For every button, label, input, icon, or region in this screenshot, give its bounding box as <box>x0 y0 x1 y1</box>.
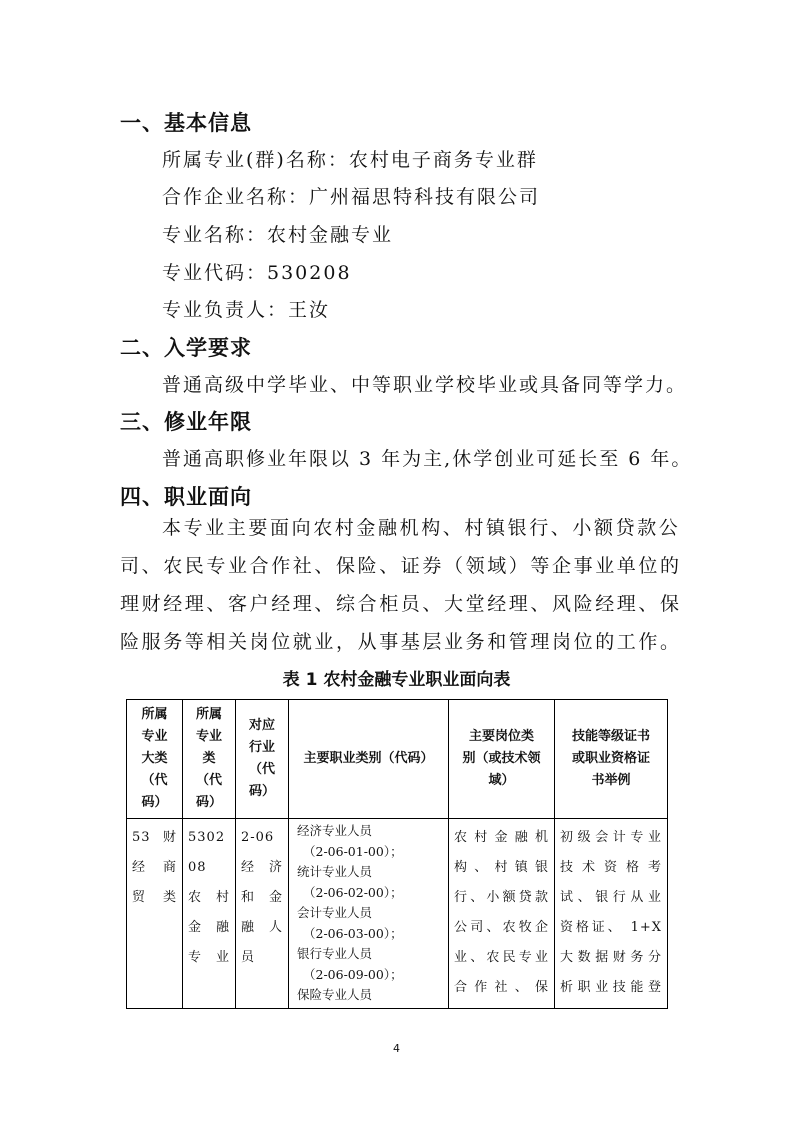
table-row <box>127 819 668 1009</box>
heading-duration: 三、修业年限 <box>120 410 252 434</box>
cell-major-class: 5302 08 农 村 金 融 专业 <box>183 819 236 1009</box>
page-number: 4 <box>393 1042 400 1055</box>
info-line-company: 合作企业名称：广州福思特科技有限公司 <box>162 186 541 208</box>
cell-occupation: 经济专业人员 （2-06-01-00）； 统计专业人员 （2-06-02-00）； 会计专业人员 （2-06-03-00）； 银行专业人员 （2-06-09-00）； 保险专业人员 <box>289 819 449 1009</box>
career-line: 司、农民专业合作社、保险、证券（领域）等企事业单位的 <box>120 555 682 577</box>
admission-text: 普通高级中学毕业、中等职业学校毕业或具备同等学力。 <box>162 374 688 396</box>
cell-certificates: 初级会计专业 技 术 资 格 考 试、银行从业 资格证、 1+X 大数据财务分 析职业技能登 <box>555 819 668 1009</box>
career-line: 险服务等相关岗位就业，从事基层业务和管理岗位的工作。 <box>120 631 682 653</box>
cell-positions: 农村金融机 构、村镇银 行、小额贷款 公司、农牧企 业、农民专业 合 作 社 、 保 <box>449 819 555 1009</box>
header-certificates: 技能等级证书 或职业资格证 书举例 <box>555 700 668 819</box>
career-line: 理财经理、客户经理、综合柜员、大堂经理、风险经理、保 <box>120 593 682 615</box>
info-line-leader: 专业负责人：王汝 <box>162 299 331 321</box>
info-line-major: 专业名称：农村金融专业 <box>162 224 394 246</box>
info-line-code: 专业代码：530208 <box>162 262 352 284</box>
header-major-category: 所属 专业 大类 （代 码） <box>127 700 183 819</box>
header-occupation: 主要职业类别（代码） <box>289 700 449 819</box>
career-line: 本专业主要面向农村金融机构、村镇银行、小额贷款公 <box>162 517 681 539</box>
cell-industry: 2-06 经 济 和 金 融 人 员 <box>236 819 289 1009</box>
career-table <box>126 699 668 1009</box>
table-header-row <box>127 700 668 819</box>
heading-basic-info: 一、基本信息 <box>120 111 252 135</box>
info-line-group: 所属专业(群)名称：农村电子商务专业群 <box>162 149 538 171</box>
career-paragraph <box>120 509 680 661</box>
header-industry: 对应 行业 （代 码） <box>236 700 289 819</box>
header-positions: 主要岗位类 别（或技术领 域） <box>449 700 555 819</box>
heading-career: 四、职业面向 <box>120 485 252 509</box>
duration-text: 普通高职修业年限以 3 年为主,休学创业可延长至 6 年。 <box>162 448 693 470</box>
heading-admission: 二、入学要求 <box>120 336 252 360</box>
header-major-class: 所属 专业 类 （代 码） <box>183 700 236 819</box>
cell-major-category: 53 财 经 商 贸类 <box>127 819 183 1009</box>
table-caption: 表 1 农村金融专业职业面向表 <box>282 670 511 690</box>
